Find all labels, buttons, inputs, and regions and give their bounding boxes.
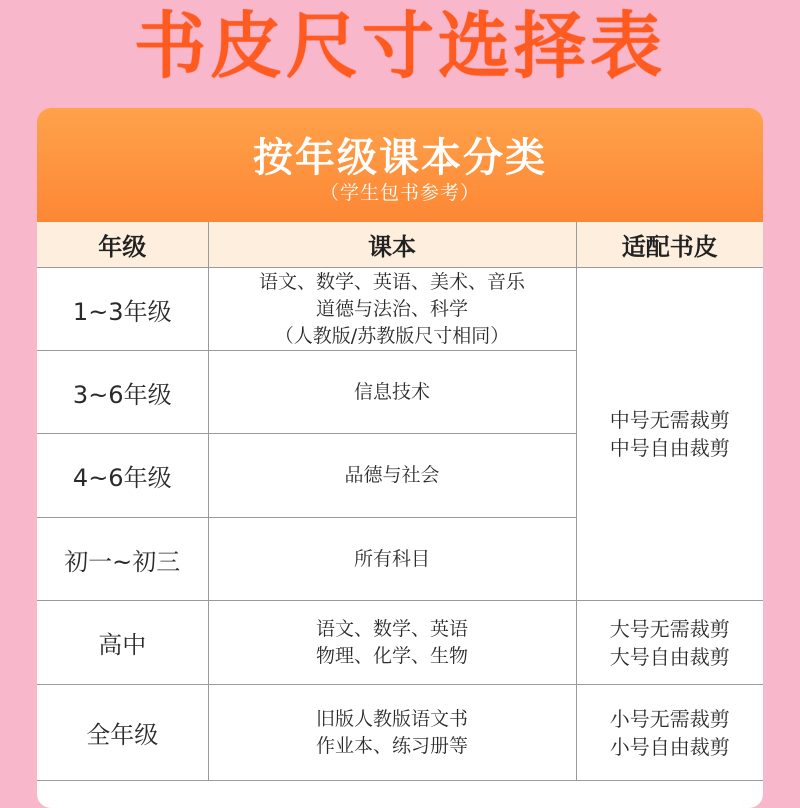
grade-cell: 高中 — [37, 601, 208, 685]
books-line: 作业本、练习册等 — [315, 734, 468, 757]
books-line: 旧版人教版语文书 — [315, 707, 468, 730]
table-row — [37, 685, 763, 781]
grade-cell: 3~6年级 — [37, 351, 208, 434]
books-cell — [208, 434, 576, 518]
books-cell — [208, 601, 576, 685]
table-row — [37, 268, 763, 351]
card-header — [37, 108, 763, 222]
card-subtitle: （学生包书参考） — [319, 182, 480, 204]
grade-cell: 1~3年级 — [37, 268, 208, 351]
cover-cell-medium — [576, 268, 763, 601]
cover-line: 大号无需裁剪 — [609, 616, 730, 641]
books-line: （人教版/苏教版尺寸相同） — [274, 324, 510, 347]
books-line: 物理、化学、生物 — [315, 644, 468, 667]
grade-cell: 初一~初三 — [37, 518, 208, 601]
header-books: 课本 — [208, 222, 576, 268]
books-line: 语文、数学、英语 — [315, 617, 468, 640]
cover-line: 中号自由裁剪 — [609, 436, 730, 460]
cover-line: 小号自由裁剪 — [609, 734, 730, 759]
table-row — [37, 601, 763, 685]
header-grade: 年级 — [37, 222, 208, 268]
page-title: 书皮尺寸选择表 — [133, 4, 666, 88]
card-title: 按年级课本分类 — [253, 135, 547, 181]
grade-cell: 全年级 — [37, 685, 208, 781]
cover-cell-large — [576, 601, 763, 685]
cover-line: 中号无需裁剪 — [609, 408, 730, 432]
books-line: 信息技术 — [353, 380, 430, 403]
books-cell — [208, 518, 576, 601]
header-cover: 适配书皮 — [576, 222, 763, 268]
books-line: 所有科目 — [353, 547, 430, 570]
books-line: 品德与社会 — [344, 464, 440, 486]
cover-line: 小号无需裁剪 — [609, 706, 730, 731]
cover-cell-small — [576, 685, 763, 781]
books-cell — [208, 685, 576, 781]
books-cell — [208, 268, 576, 351]
books-cell — [208, 351, 576, 434]
books-line: 语文、数学、英语、美术、音乐 — [258, 270, 525, 293]
size-table-card — [37, 108, 763, 808]
books-line: 道德与法治、科学 — [315, 297, 468, 320]
size-table — [37, 222, 763, 781]
grade-cell: 4~6年级 — [37, 434, 208, 518]
cover-line: 大号自由裁剪 — [609, 644, 730, 669]
table-header-row — [37, 222, 763, 268]
